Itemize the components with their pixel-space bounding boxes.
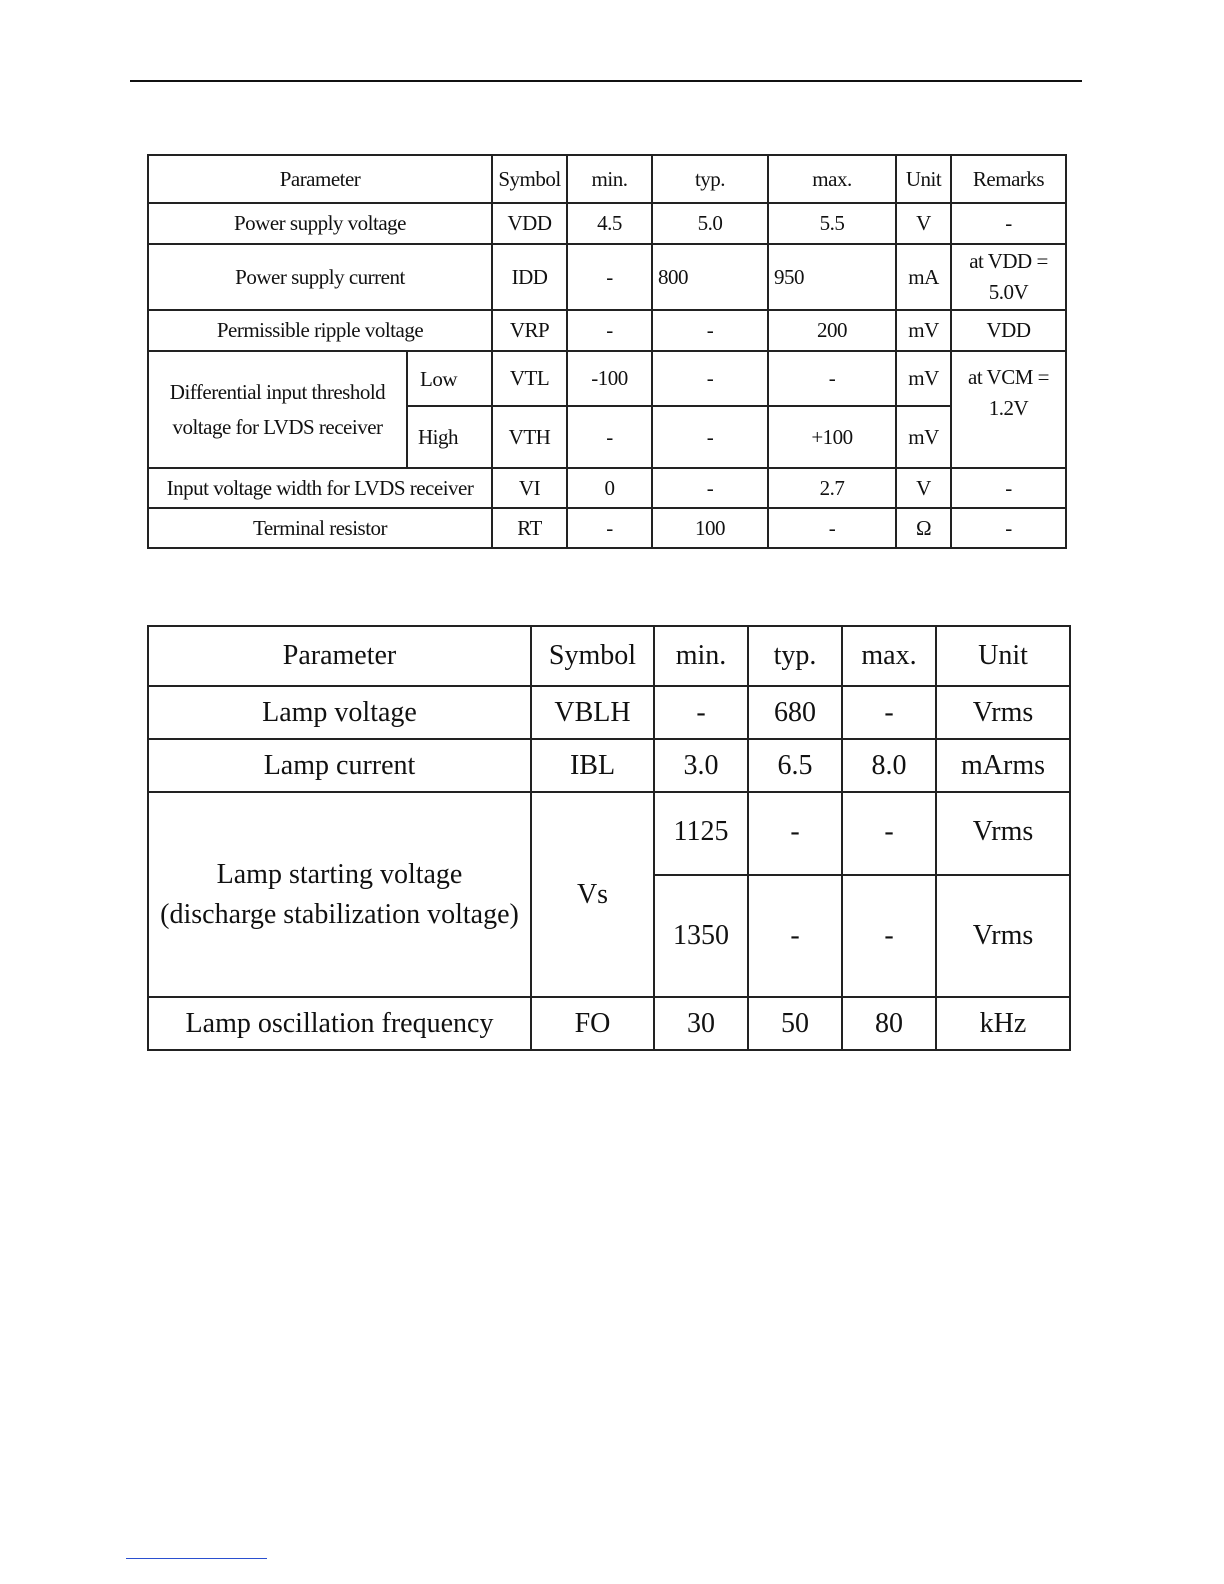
typ-cell: 50 [748, 997, 842, 1050]
typ-cell: 5.0 [652, 203, 768, 244]
symbol-cell: VDD [492, 203, 567, 244]
max-cell: - [768, 508, 896, 548]
param-cell [148, 792, 531, 997]
symbol-cell: VTL [492, 351, 567, 406]
header-rule [130, 80, 1082, 82]
unit-cell: Vrms [936, 875, 1070, 997]
param-line-2: (discharge stabilization voltage) [160, 898, 519, 930]
min-cell: -100 [567, 351, 652, 406]
unit-cell: mV [896, 351, 951, 406]
symbol-cell: FO [531, 997, 654, 1050]
max-cell: - [842, 875, 936, 997]
param-line-2: voltage for LVDS receiver [172, 414, 383, 439]
max-cell: 5.5 [768, 203, 896, 244]
typ-cell: - [652, 310, 768, 351]
typ-cell: 6.5 [748, 739, 842, 792]
max-cell: - [768, 351, 896, 406]
min-cell: 1125 [654, 792, 748, 875]
header-min: min. [654, 626, 748, 686]
min-cell: 4.5 [567, 203, 652, 244]
min-cell: 0 [567, 468, 652, 508]
symbol-cell: VTH [492, 406, 567, 468]
min-cell: 3.0 [654, 739, 748, 792]
sub-label-high: High [407, 406, 492, 468]
table-header-row [148, 155, 1066, 203]
symbol-cell: IDD [492, 244, 567, 310]
header-unit: Unit [896, 155, 951, 203]
header-max: max. [842, 626, 936, 686]
param-cell: Lamp oscillation frequency [148, 997, 531, 1050]
remarks-line-2: 5.0V [988, 280, 1029, 304]
header-symbol: Symbol [492, 155, 567, 203]
table-row [148, 739, 1070, 792]
unit-cell: Vrms [936, 792, 1070, 875]
table-row [148, 244, 1066, 310]
min-cell: 30 [654, 997, 748, 1050]
max-cell: 200 [768, 310, 896, 351]
table-row [148, 686, 1070, 739]
symbol-cell: VRP [492, 310, 567, 351]
typ-cell: - [652, 351, 768, 406]
min-cell: - [567, 406, 652, 468]
symbol-cell: IBL [531, 739, 654, 792]
min-cell: - [567, 310, 652, 351]
remarks-line-2: 1.2V [988, 396, 1029, 420]
remarks-cell: - [951, 508, 1066, 548]
typ-cell: - [748, 875, 842, 997]
electrical-characteristics-table [147, 154, 1067, 549]
symbol-cell: RT [492, 508, 567, 548]
unit-cell: Vrms [936, 686, 1070, 739]
sub-label-low: Low [407, 351, 492, 406]
header-typ: typ. [748, 626, 842, 686]
unit-cell: mA [896, 244, 951, 310]
typ-cell: 800 [652, 244, 768, 310]
unit-cell: V [896, 468, 951, 508]
typ-cell: 680 [748, 686, 842, 739]
unit-cell: mArms [936, 739, 1070, 792]
header-max: max. [768, 155, 896, 203]
param-cell [148, 351, 407, 468]
remarks-line-1: at VCM = [968, 365, 1049, 389]
max-cell: 8.0 [842, 739, 936, 792]
min-cell: - [567, 244, 652, 310]
param-cell: Lamp voltage [148, 686, 531, 739]
typ-cell: - [748, 792, 842, 875]
header-parameter: Parameter [148, 155, 492, 203]
header-symbol: Symbol [531, 626, 654, 686]
header-min: min. [567, 155, 652, 203]
param-cell: Power supply voltage [148, 203, 492, 244]
unit-cell: kHz [936, 997, 1070, 1050]
param-line-1: Differential input threshold [169, 379, 386, 404]
typ-cell: 100 [652, 508, 768, 548]
header-parameter: Parameter [148, 626, 531, 686]
min-cell: 1350 [654, 875, 748, 997]
unit-cell: mV [896, 310, 951, 351]
param-cell: Power supply current [148, 244, 492, 310]
table-row [148, 351, 1066, 406]
remarks-cell [951, 244, 1066, 310]
remarks-line-1: at VDD = [969, 249, 1048, 273]
param-cell: Lamp current [148, 739, 531, 792]
symbol-cell: VI [492, 468, 567, 508]
lamp-characteristics-table [147, 625, 1071, 1051]
max-cell: 80 [842, 997, 936, 1050]
header-unit: Unit [936, 626, 1070, 686]
max-cell: - [842, 686, 936, 739]
param-line-1: Lamp starting voltage [216, 858, 463, 890]
table-row [148, 310, 1066, 351]
max-cell: +100 [768, 406, 896, 468]
footer-rule [126, 1558, 267, 1559]
table-header-row [148, 626, 1070, 686]
param-cell: Input voltage width for LVDS receiver [148, 468, 492, 508]
table-row [148, 468, 1066, 508]
remarks-cell [951, 351, 1066, 468]
symbol-cell: Vs [531, 792, 654, 997]
max-cell: - [842, 792, 936, 875]
unit-cell: mV [896, 406, 951, 468]
typ-cell: - [652, 468, 768, 508]
header-typ: typ. [652, 155, 768, 203]
table-row [148, 997, 1070, 1050]
min-cell: - [567, 508, 652, 548]
param-cell: Permissible ripple voltage [148, 310, 492, 351]
min-cell: - [654, 686, 748, 739]
unit-cell: Ω [896, 508, 951, 548]
table-row [148, 792, 1070, 875]
typ-cell: - [652, 406, 768, 468]
param-cell: Terminal resistor [148, 508, 492, 548]
unit-cell: V [896, 203, 951, 244]
table-row [148, 508, 1066, 548]
symbol-cell: VBLH [531, 686, 654, 739]
header-remarks: Remarks [951, 155, 1066, 203]
remarks-cell: - [951, 468, 1066, 508]
remarks-cell: - [951, 203, 1066, 244]
remarks-cell: VDD [951, 310, 1066, 351]
table-row [148, 203, 1066, 244]
max-cell: 2.7 [768, 468, 896, 508]
max-cell: 950 [768, 244, 896, 310]
